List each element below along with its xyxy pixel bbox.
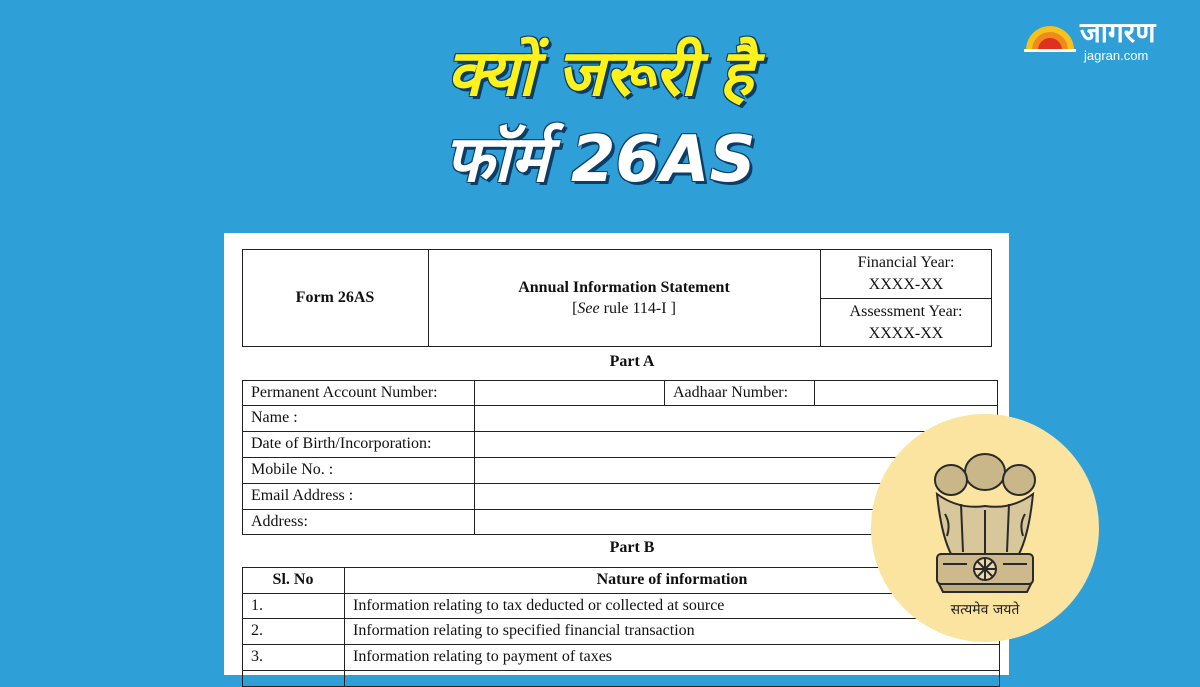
dob-label: Date of Birth/Incorporation:	[251, 435, 432, 452]
headline-line-2: फॉर्म 26AS	[444, 123, 756, 197]
aadhaar-label: Aadhaar Number:	[673, 384, 789, 401]
national-emblem-badge	[871, 414, 1099, 642]
row-3-sl: 3.	[251, 648, 263, 665]
form-rule-ref: [See rule 114-I ]	[572, 300, 676, 317]
logo-site-text: jagran.com	[1084, 48, 1149, 63]
sunrise-logo-icon	[1024, 18, 1076, 52]
assessment-year-label: Assessment Year:	[849, 303, 963, 320]
financial-year-label: Financial Year:	[857, 254, 955, 271]
headline-line-1: क्यों जरूरी है	[446, 37, 754, 111]
jagran-logo[interactable]	[1024, 16, 1184, 66]
financial-year-value: XXXX-XX	[868, 276, 944, 293]
row-1-text: Information relating to tax deducted or collected at source	[353, 597, 725, 614]
row-3-text: Information relating to payment of taxes	[353, 648, 613, 665]
row-1-sl: 1.	[251, 597, 263, 614]
mobile-label: Mobile No. :	[251, 461, 334, 478]
col-nature: Nature of information	[596, 571, 748, 588]
row-2-text: Information relating to specified financial transaction	[353, 622, 695, 639]
emblem-motto: सत्यमेव जयते	[950, 602, 1020, 618]
form-title: Form 26AS	[295, 289, 375, 306]
name-label: Name :	[251, 409, 298, 426]
part-b-heading: Part B	[609, 539, 655, 556]
logo-brand-text: जागरण	[1080, 16, 1156, 49]
part-a-heading: Part A	[609, 353, 655, 370]
col-sl-no: Sl. No	[272, 571, 314, 588]
email-label: Email Address :	[251, 487, 354, 504]
form-statement-title: Annual Information Statement	[518, 279, 730, 296]
address-label: Address:	[251, 513, 308, 530]
pan-label: Permanent Account Number:	[251, 384, 438, 401]
assessment-year-value: XXXX-XX	[868, 325, 944, 342]
row-2-sl: 2.	[251, 622, 263, 639]
